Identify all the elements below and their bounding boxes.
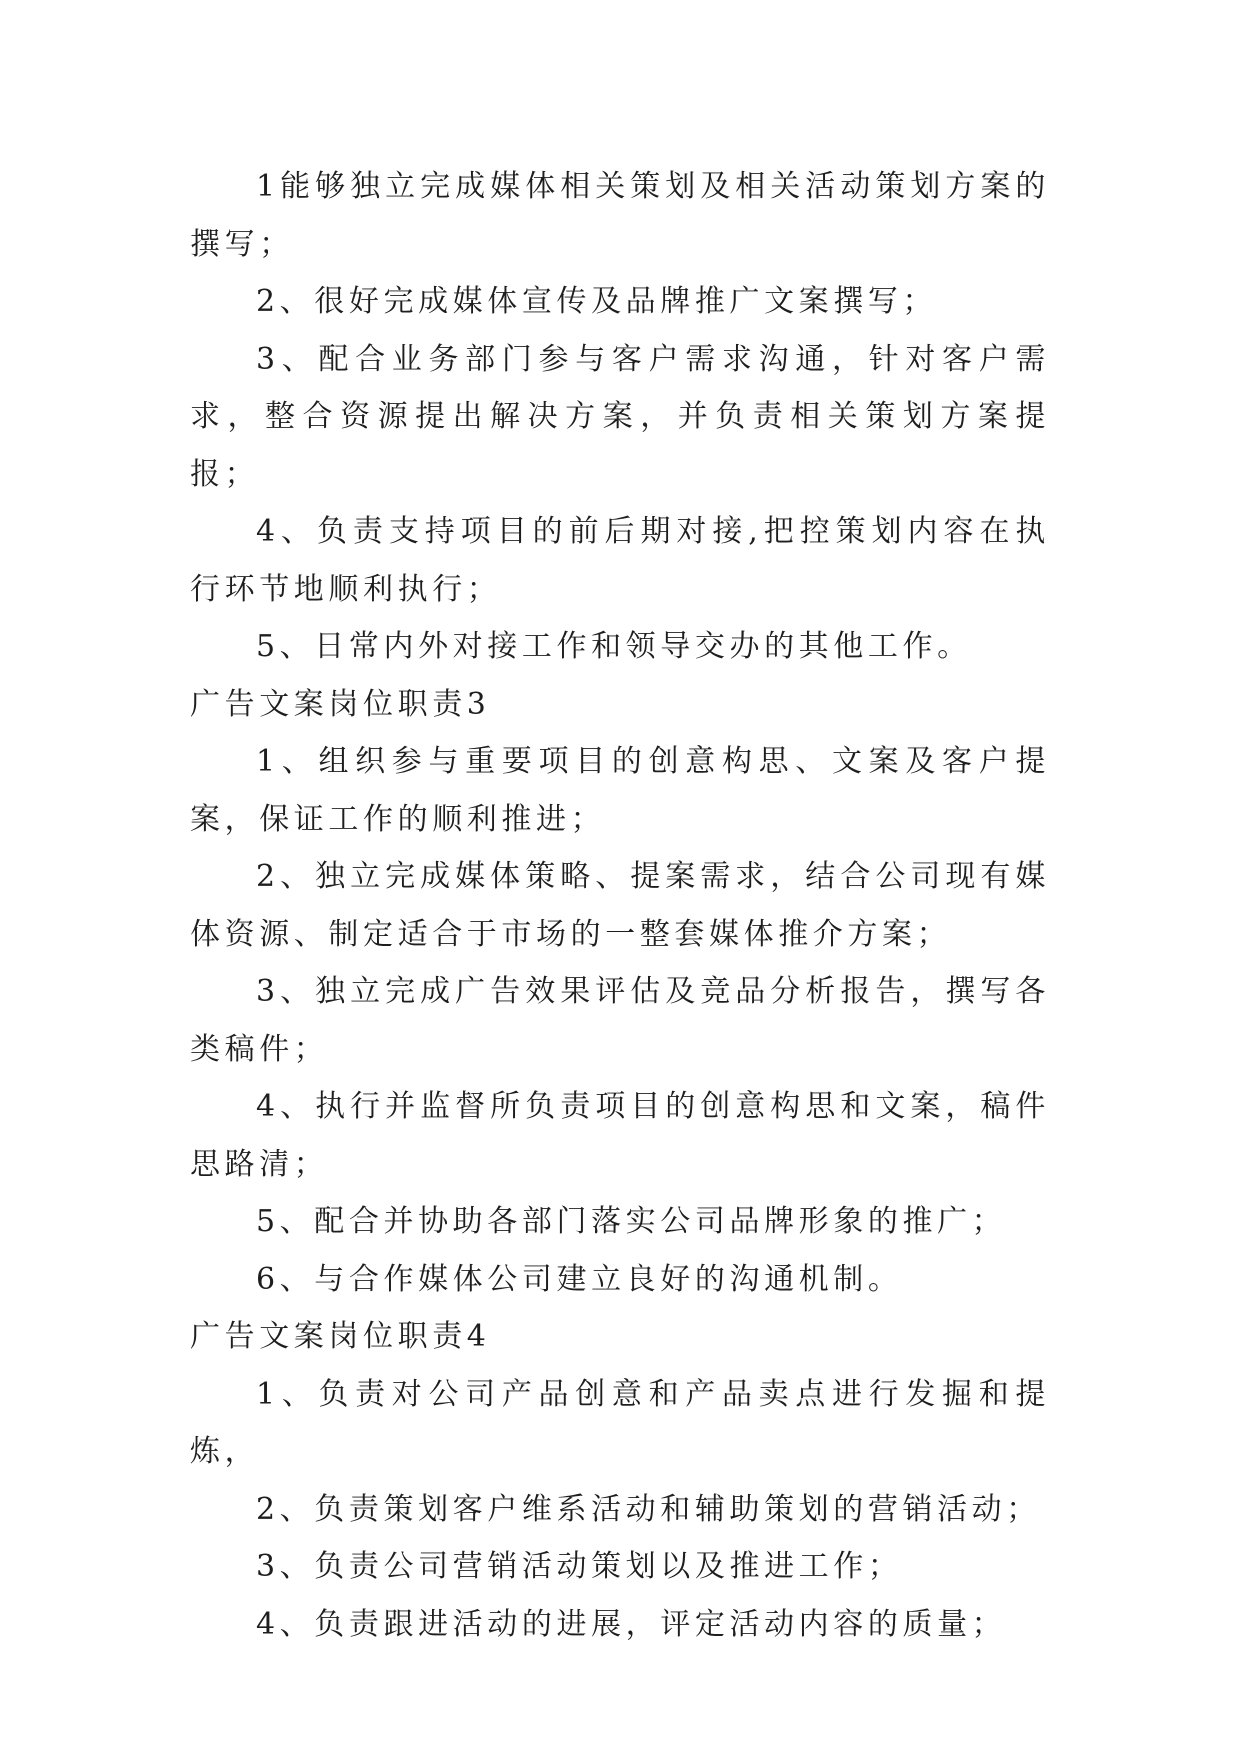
paragraph: 2、负责策划客户维系活动和辅助策划的营销活动； xyxy=(256,1491,1041,1527)
paragraph: 6、与合作媒体公司建立良好的沟通机制。 xyxy=(256,1261,903,1297)
paragraph: 1、组织参与重要项目的创意构思、文案及客户提案，保证工作的顺利推进； xyxy=(190,744,1050,837)
paragraph: 5、日常内外对接工作和领导交办的其他工作。 xyxy=(256,629,972,664)
paragraph: 1能够独立完成媒体相关策划及相关活动策划方案的撰写； xyxy=(190,169,1050,262)
paragraph: 4、执行并监督所负责项目的创意构思和文案，稿件思路清； xyxy=(190,1089,1050,1182)
paragraph: 3、独立完成广告效果评估及竞品分析报告，撰写各类稿件； xyxy=(190,974,1050,1067)
paragraph: 4、负责跟进活动的进展，评定活动内容的质量； xyxy=(256,1606,1007,1642)
paragraph: 3、配合业务部门参与客户需求沟通，针对客户需求，整合资源提出解决方案，并负责相关策划方案提报； xyxy=(190,341,1050,492)
paragraph: 1、负责对公司产品创意和产品卖点进行发掘和提炼， xyxy=(190,1376,1050,1469)
document-body xyxy=(190,158,1050,1653)
section-heading: 广告文案岗位职责4 xyxy=(190,1319,491,1354)
paragraph: 2、很好完成媒体宣传及品牌推广文案撰写； xyxy=(256,284,938,319)
paragraph: 3、负责公司营销活动策划以及推进工作； xyxy=(256,1549,903,1584)
paragraph: 5、配合并协助各部门落实公司品牌形象的推广； xyxy=(256,1204,1007,1239)
paragraph: 2、独立完成媒体策略、提案需求，结合公司现有媒体资源、制定适合于市场的一整套媒体推介方案； xyxy=(190,859,1050,952)
paragraph: 4、负责支持项目的前后期对接,把控策划内容在执行环节地顺利执行； xyxy=(190,514,1050,607)
section-heading: 广告文案岗位职责3 xyxy=(190,686,491,722)
